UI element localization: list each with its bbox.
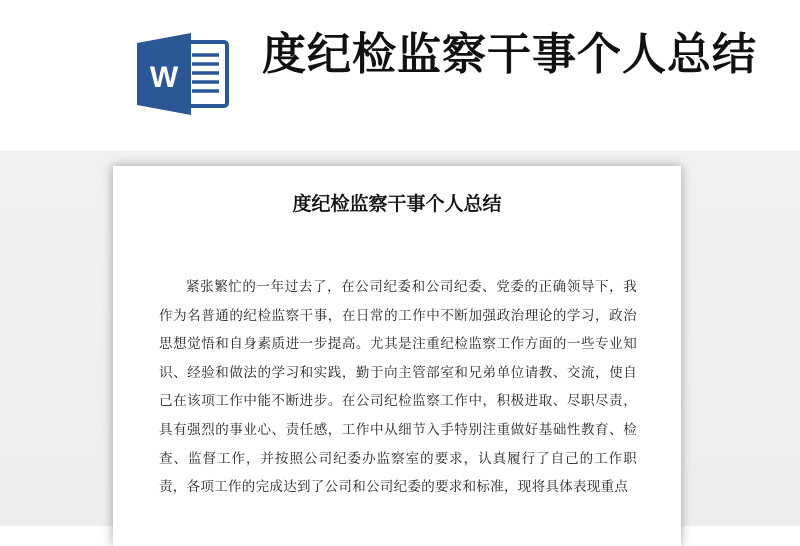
- document-page: [113, 166, 681, 546]
- header-title: 度纪检监察干事个人总结: [262, 29, 757, 80]
- word-document-icon: [137, 33, 229, 115]
- document-title: 度纪检监察干事个人总结: [292, 193, 502, 215]
- preview-header: [0, 0, 800, 150]
- document-body-paragraph: 紧张繁忙的一年过去了，在公司纪委和公司纪委、党委的正确领导下，我作为名普通的纪检监察干事，在日常的工作中不断加强政治理论的学习，政治思想觉悟和自身素质进一步提高。尤其是注重纪检监察工作方面的一些专业知识、经验和做法的学习和实践，勤于向主管部室和兄弟单位请教、交流，使自己在该项工作中能不断进步。在公司纪检监察工作中，积极进取、尽职尽责，具有强烈的事业心、责任感，工作中从细节入手特别注重做好基础性教育、检查、监督工作，并按照公司纪委办监察室的要求，认真履行了自己的工作职责，各项工作的完成达到了公司和公司纪委的要求和标准，现将具体表现重点: [159, 279, 637, 496]
- word-icon-letter: W: [149, 61, 179, 94]
